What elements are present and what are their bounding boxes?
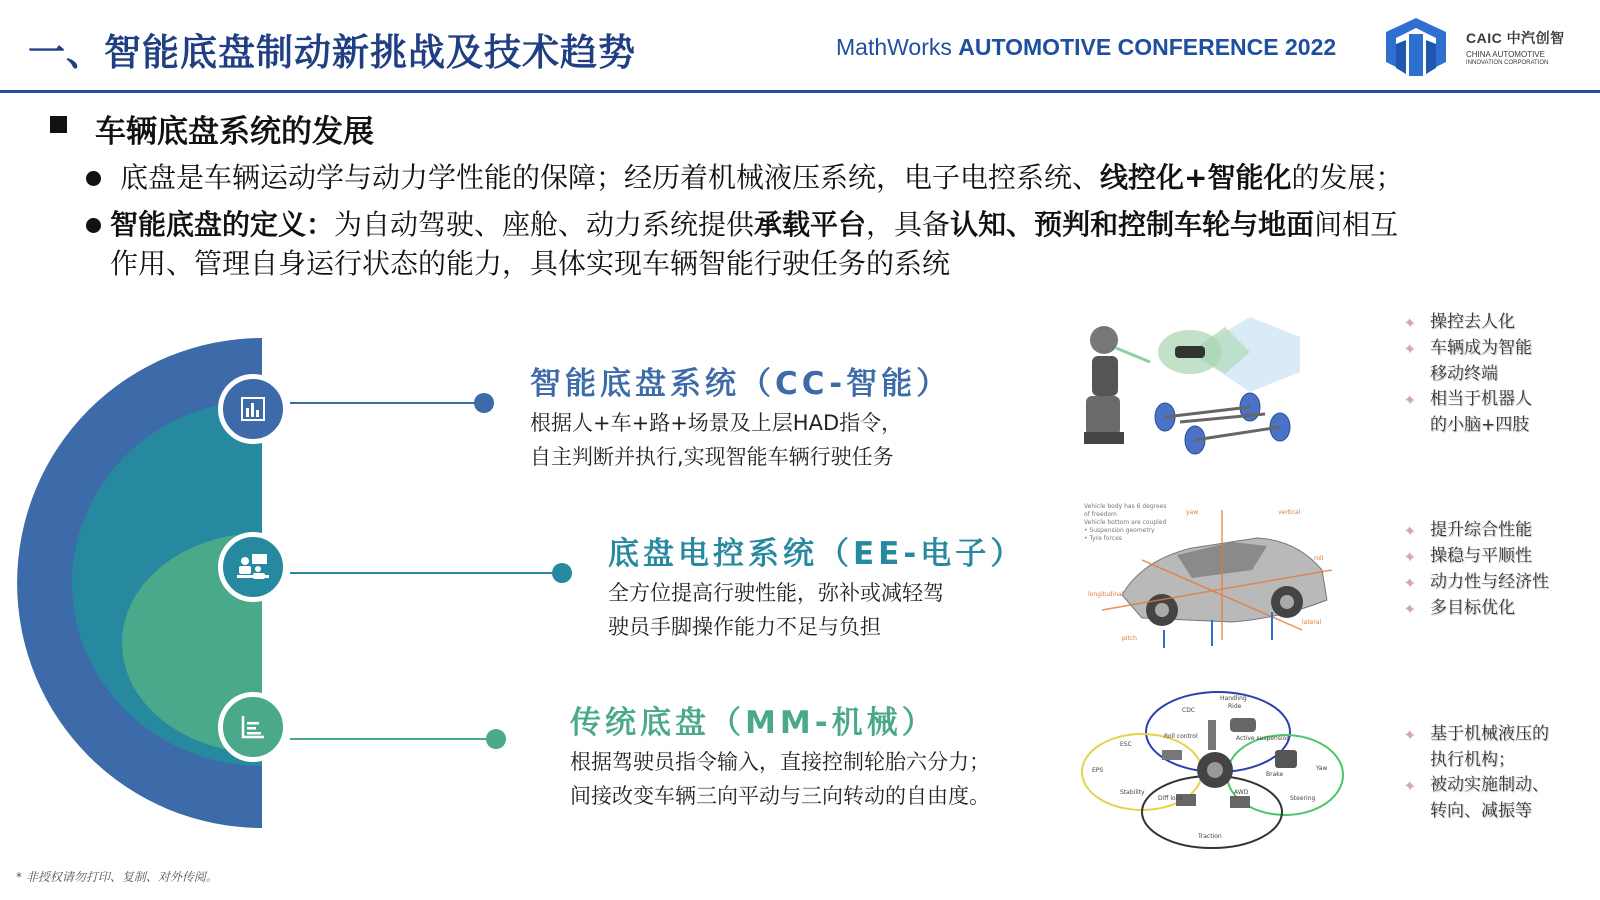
tier-2-connector (290, 572, 556, 574)
tier-2-icon-circle (218, 532, 288, 602)
axis-label: roll (1314, 555, 1324, 562)
tier-1-connector (290, 402, 478, 404)
section-bullet-square (50, 116, 67, 133)
axis-label: yaw (1186, 509, 1199, 516)
axis-label: vertical (1278, 509, 1301, 516)
venn-label: Roll control (1164, 733, 1198, 740)
venn-label: Diff lock (1158, 795, 1183, 802)
note-item: 多目标优化 (1430, 598, 1515, 618)
people-meeting-icon (236, 552, 270, 582)
chassis-function-venn (1080, 690, 1346, 850)
star-icon: ✦ (1404, 779, 1415, 794)
axis-label: longitudinal (1088, 591, 1124, 598)
car-note: Vehicle bottom are coupled (1084, 519, 1167, 526)
car-note: of freedom (1084, 511, 1117, 518)
tier-2-dot (552, 563, 572, 583)
star-icon: ✦ (1404, 393, 1415, 408)
note-item: 执行机构； (1430, 750, 1515, 770)
caic-logo-icon (1378, 14, 1454, 78)
definition-text: 为自动驾驶、座舱、动力系统提供 (334, 208, 755, 241)
note-item: 被动实施制动、 (1430, 775, 1549, 795)
tier-2-notes (1404, 518, 1549, 622)
venn-label: AWD (1234, 789, 1249, 796)
note-item: 提升综合性能 (1430, 520, 1532, 540)
logo-line2: CHINA AUTOMOTIVE (1466, 50, 1545, 59)
bullet-1-text: 底盘是车辆运动学与动力学性能的保障；经历着机械液压系统，电子电控系统、 (120, 161, 1101, 194)
bar-chart-icon (238, 394, 268, 424)
venn-label: ESC (1120, 741, 1132, 748)
tier-1-dot (474, 393, 494, 413)
note-item: 相当于机器人 (1430, 389, 1532, 409)
note-item: 转向、减振等 (1430, 801, 1532, 821)
note-item: 操控去人化 (1430, 312, 1515, 332)
note-item: 动力性与经济性 (1430, 572, 1549, 592)
tier-2-desc-line2: 驶员手脚操作能力不足与负担 (608, 615, 881, 639)
tier-2-title: 底盘电控系统（EE-电子） (608, 536, 1026, 572)
venn-label: Handling (1220, 695, 1247, 702)
venn-label: CDC (1182, 707, 1195, 714)
tier-3-dot (486, 729, 506, 749)
note-item: 的小脑+四肢 (1430, 415, 1530, 435)
note-item: 车辆成为智能 (1430, 338, 1532, 358)
tier-3-icon-circle (218, 692, 288, 762)
note-item: 移动终端 (1430, 364, 1498, 384)
bullet-dot (86, 171, 101, 186)
venn-label: Ride (1228, 703, 1242, 710)
tier-3-desc-line1: 根据驾驶员指令输入，直接控制轮胎六分力； (570, 750, 990, 774)
conference-name (836, 34, 1336, 61)
star-icon: ✦ (1404, 576, 1415, 591)
star-icon: ✦ (1404, 524, 1415, 539)
bullet-2-line2: 作用、管理自身运行状态的能力，具体实现车辆智能行驶任务的系统 (110, 247, 951, 280)
conference-bold: AUTOMOTIVE CONFERENCE 2022 (958, 34, 1337, 60)
bullet-2-line1 (110, 205, 1398, 245)
note-item: 基于机械液压的 (1430, 724, 1549, 744)
page-title: 一、智能底盘制动新挑战及技术趋势 (28, 31, 636, 74)
car-note: • Tyre forces (1084, 535, 1122, 542)
axis-label: pitch (1122, 635, 1137, 642)
definition-bold-ability: 认知、预判和控制车轮与地面 (950, 208, 1315, 241)
tier-1-desc-line1: 根据人+车+路+场景及上层HAD指令， (530, 411, 903, 435)
confidentiality-note: * 非授权请勿打印、复制、对外传阅。 (16, 870, 218, 884)
venn-label: Brake (1266, 771, 1284, 778)
bullet-1-bold: 线控化+智能化 (1100, 161, 1292, 194)
header-divider (0, 90, 1600, 93)
star-icon: ✦ (1404, 550, 1415, 565)
intelligent-chassis-illustration (1080, 312, 1300, 458)
bullet-1 (120, 158, 1404, 198)
bullet-1-tail: 的发展； (1291, 161, 1404, 194)
venn-label: Steering (1290, 795, 1316, 802)
venn-label: Yaw (1316, 765, 1328, 772)
tier-3-desc-line2: 间接改变车辆三向平动与三向转动的自由度。 (570, 784, 990, 808)
venn-label: Active suspension (1236, 735, 1291, 742)
logo-line3: INNOVATION CORPORATION (1466, 60, 1549, 66)
star-icon: ✦ (1404, 342, 1415, 357)
tier-3-notes (1404, 722, 1549, 824)
logo-line1: CAIC 中汽创智 (1466, 30, 1565, 46)
section-title: 车辆底盘系统的发展 (95, 114, 374, 150)
definition-bold-platform: 承载平台 (754, 208, 867, 241)
tier-1-desc-line2: 自主判断并执行,实现智能车辆行驶任务 (530, 445, 894, 469)
caic-logo-text (1466, 28, 1565, 66)
venn-label: EPS (1092, 767, 1104, 774)
vehicle-dof-illustration (1082, 500, 1340, 648)
bullet-dot (86, 218, 101, 233)
definition-label: 智能底盘的定义： (110, 208, 335, 241)
tier-1-icon-circle (218, 374, 288, 444)
conference-prefix: MathWorks (836, 34, 959, 60)
car-note: • Suspension geometry (1084, 527, 1155, 534)
star-icon: ✦ (1404, 316, 1415, 331)
car-note: Vehicle body has 6 degrees (1084, 503, 1167, 510)
note-item: 操稳与平顺性 (1430, 546, 1532, 566)
definition-text: ，具备 (866, 208, 951, 241)
tier-3-title: 传统底盘（MM-机械） (570, 705, 937, 741)
star-icon: ✦ (1404, 602, 1415, 617)
venn-label: Stability (1120, 789, 1145, 796)
slide-header (0, 0, 1600, 92)
definition-text: 间相互 (1314, 208, 1399, 241)
tier-1-notes (1404, 310, 1532, 438)
venn-label: Traction (1198, 833, 1222, 840)
star-icon: ✦ (1404, 728, 1415, 743)
tier-3-connector (290, 738, 490, 740)
line-chart-icon (238, 712, 268, 742)
tier-1-title: 智能底盘系统（CC-智能） (530, 366, 952, 402)
axis-label: lateral (1302, 619, 1322, 626)
tier-2-desc-line1: 全方位提高行驶性能，弥补或减轻驾 (608, 581, 944, 605)
